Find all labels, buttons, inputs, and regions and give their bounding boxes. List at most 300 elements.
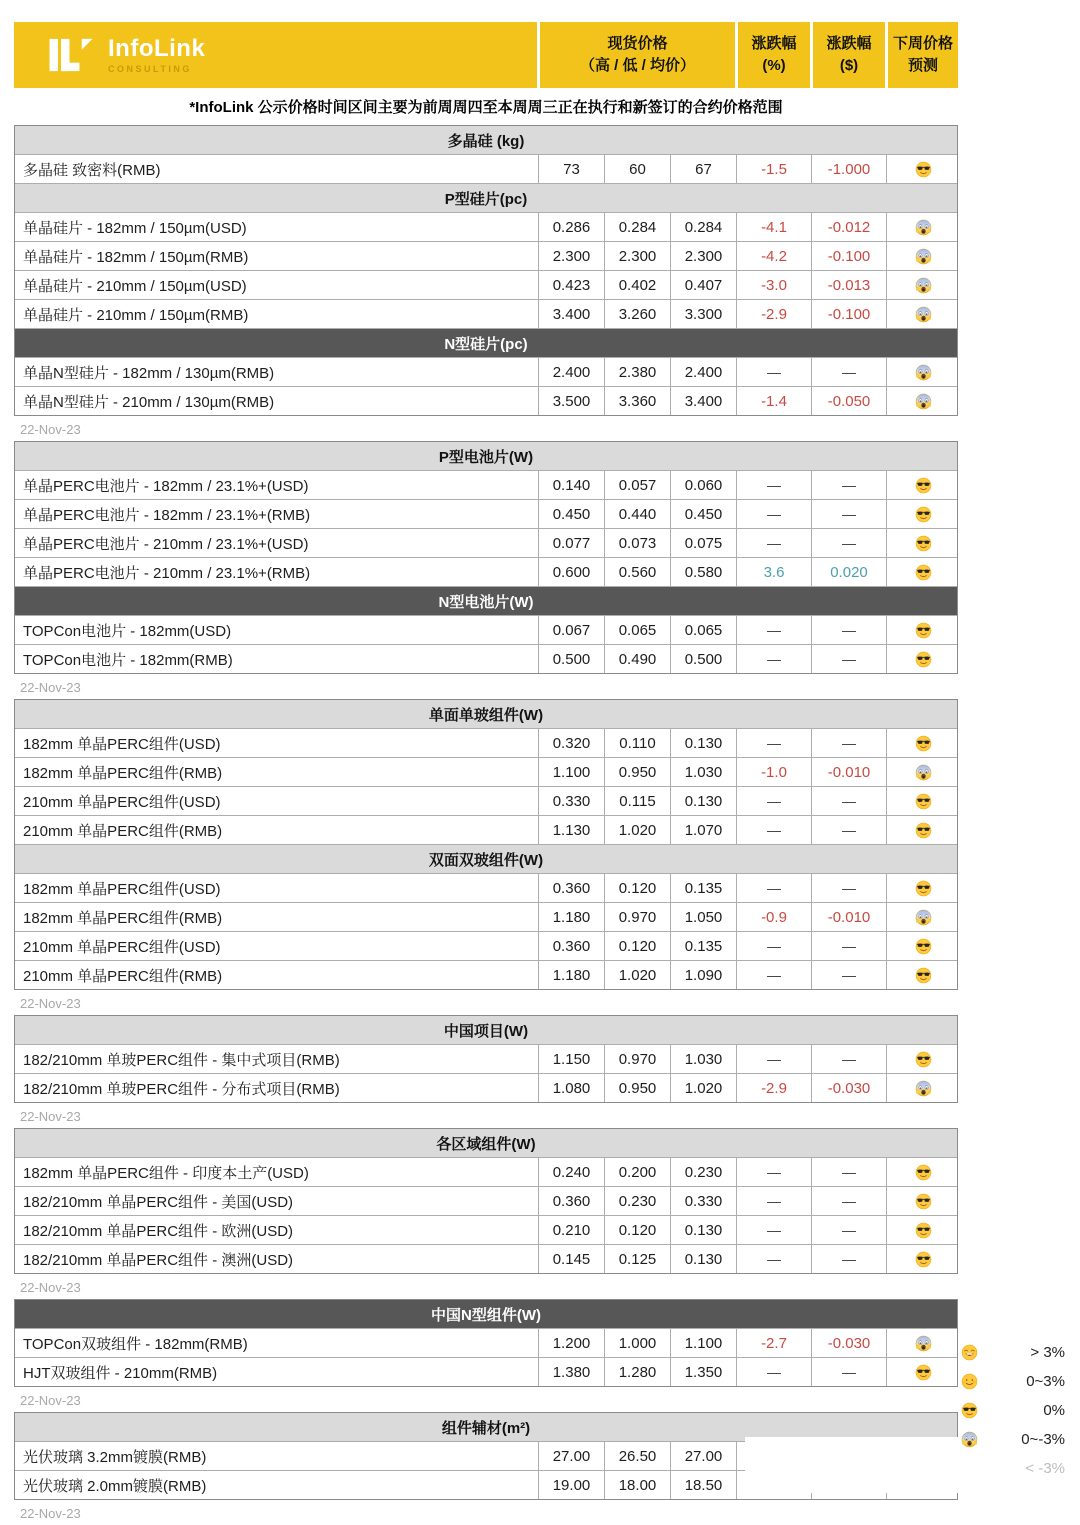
sunglasses-emoji-icon	[915, 622, 932, 639]
price-high: 0.067	[538, 616, 604, 644]
change-abs: —	[811, 1045, 886, 1073]
table-row	[15, 757, 957, 786]
item-label: TOPCon双玻组件 - 182mm(RMB)	[23, 1335, 248, 1353]
forecast-cell	[886, 645, 959, 673]
item-label: 210mm 单晶PERC组件(USD)	[23, 938, 221, 956]
change-abs: —	[811, 471, 886, 499]
price-low: 60	[604, 155, 670, 183]
forecast-cell	[886, 1245, 959, 1273]
price-avg: 0.130	[670, 1216, 736, 1244]
date-label: 22-Nov-23	[20, 1506, 81, 1521]
price-low: 0.120	[604, 1216, 670, 1244]
table-row	[15, 615, 957, 644]
item-label: 单晶PERC电池片 - 182mm / 23.1%+(RMB)	[23, 506, 311, 524]
scream-emoji-icon	[915, 1335, 932, 1352]
change-pct: —	[736, 1358, 811, 1386]
change-pct: -2.9	[736, 1074, 811, 1102]
price-low: 0.120	[604, 932, 670, 960]
table-row	[15, 357, 957, 386]
change-pct: -4.1	[736, 213, 811, 241]
price-low: 0.057	[604, 471, 670, 499]
col-forecast	[888, 22, 958, 88]
table-row	[15, 873, 957, 902]
scream-emoji-icon	[915, 364, 932, 381]
forecast-cell	[886, 874, 959, 902]
item-label: 182mm 单晶PERC组件(RMB)	[23, 909, 223, 927]
change-pct: -3.0	[736, 271, 811, 299]
sunglasses-emoji-icon	[915, 477, 932, 494]
scream-emoji-icon	[915, 909, 932, 926]
col-forecast-title: 下周价格	[892, 35, 953, 53]
item-label: 182mm 单晶PERC组件 - 印度本土产(USD)	[23, 1164, 309, 1182]
price-high: 0.600	[538, 558, 604, 586]
price-avg: 1.020	[670, 1074, 736, 1102]
legend-label: > 3%	[1030, 1344, 1065, 1361]
price-low: 0.230	[604, 1187, 670, 1215]
forecast-cell	[886, 1158, 959, 1186]
section-header: N型硅片(pc)	[15, 328, 957, 357]
price-low: 0.065	[604, 616, 670, 644]
forecast-cell	[886, 271, 959, 299]
price-low: 0.200	[604, 1158, 670, 1186]
change-abs: -1.000	[811, 155, 886, 183]
price-table	[14, 1015, 958, 1103]
price-avg: 0.075	[670, 529, 736, 557]
change-pct: -2.7	[736, 1329, 811, 1357]
forecast-cell	[886, 758, 959, 786]
change-abs: -0.100	[811, 242, 886, 270]
price-table	[14, 125, 958, 416]
scream-emoji-icon	[915, 219, 932, 236]
item-label: 182mm 单晶PERC组件(RMB)	[23, 764, 223, 782]
price-avg: 3.400	[670, 387, 736, 415]
price-sheet	[14, 22, 958, 1525]
price-high: 0.500	[538, 645, 604, 673]
table-row	[15, 1044, 957, 1073]
change-pct: —	[736, 529, 811, 557]
sunglasses-emoji-icon	[915, 793, 932, 810]
price-avg: 27.00	[670, 1442, 736, 1470]
col-change-pct	[738, 22, 810, 88]
forecast-cell	[886, 155, 959, 183]
table-row	[15, 931, 957, 960]
change-abs: —	[811, 1358, 886, 1386]
price-low: 26.50	[604, 1442, 670, 1470]
col-spot-price-title: 现货价格	[607, 35, 668, 53]
price-high: 1.080	[538, 1074, 604, 1102]
scream-emoji-icon	[915, 306, 932, 323]
price-avg: 0.284	[670, 213, 736, 241]
item-label: 182/210mm 单晶PERC组件 - 欧洲(USD)	[23, 1222, 294, 1240]
sunglasses-emoji-icon	[915, 1222, 932, 1239]
price-high: 0.450	[538, 500, 604, 528]
item-label: 光伏玻璃 3.2mm镀膜(RMB)	[23, 1448, 207, 1466]
change-pct: —	[736, 961, 811, 989]
table-row	[15, 1073, 957, 1102]
sunglasses-emoji-icon	[915, 1251, 932, 1268]
sunglasses-emoji-icon	[915, 1193, 932, 1210]
change-pct: —	[736, 1158, 811, 1186]
table-row	[15, 557, 957, 586]
change-abs: —	[811, 1187, 886, 1215]
logo-cell	[14, 22, 537, 88]
price-high: 3.400	[538, 300, 604, 328]
sunglasses-emoji-icon	[915, 1164, 932, 1181]
sunglasses-emoji-icon	[915, 967, 932, 984]
price-low: 0.970	[604, 1045, 670, 1073]
item-label: TOPCon电池片 - 182mm(RMB)	[23, 651, 233, 669]
price-avg: 0.330	[670, 1187, 736, 1215]
price-avg: 1.030	[670, 1045, 736, 1073]
forecast-cell	[886, 1329, 959, 1357]
change-abs: -0.030	[811, 1329, 886, 1357]
table-row	[15, 786, 957, 815]
price-avg: 0.407	[670, 271, 736, 299]
price-high: 0.330	[538, 787, 604, 815]
change-abs: —	[811, 500, 886, 528]
price-high: 3.500	[538, 387, 604, 415]
price-block	[14, 441, 958, 699]
change-pct: —	[736, 1245, 811, 1273]
price-avg: 0.130	[670, 729, 736, 757]
legend-row	[961, 1454, 1065, 1483]
scream-emoji-icon	[915, 764, 932, 781]
legend-row	[961, 1367, 1065, 1396]
change-abs: -0.010	[811, 903, 886, 931]
sunglasses-emoji-icon	[915, 535, 932, 552]
change-pct: —	[736, 1045, 811, 1073]
note-row: *InfoLink 公示价格时间区间主要为前周周四至本周周三正在执行和新签订的合约价格范围	[189, 99, 783, 116]
change-pct: -1.0	[736, 758, 811, 786]
legend-label: 0%	[1043, 1402, 1065, 1419]
price-low: 0.284	[604, 213, 670, 241]
item-label: 单晶硅片 - 210mm / 150µm(RMB)	[23, 306, 249, 324]
price-low: 0.560	[604, 558, 670, 586]
legend-row	[961, 1396, 1065, 1425]
price-avg: 1.050	[670, 903, 736, 931]
change-abs: —	[811, 529, 886, 557]
price-avg: 0.500	[670, 645, 736, 673]
grin-emoji-icon	[961, 1344, 978, 1361]
item-label: 单晶硅片 - 182mm / 150µm(RMB)	[23, 248, 249, 266]
change-pct: -2.9	[736, 300, 811, 328]
price-block	[14, 125, 958, 441]
price-high: 27.00	[538, 1442, 604, 1470]
section-header: 中国项目(W)	[15, 1016, 957, 1044]
table-row	[15, 902, 957, 931]
item-label: 210mm 单晶PERC组件(RMB)	[23, 822, 223, 840]
item-label: 单晶N型硅片 - 182mm / 130µm(RMB)	[23, 364, 275, 382]
change-pct: —	[736, 500, 811, 528]
item-label: 182mm 单晶PERC组件(USD)	[23, 880, 221, 898]
item-label: 单晶硅片 - 210mm / 150µm(USD)	[23, 277, 247, 295]
change-abs: 0.020	[811, 558, 886, 586]
price-high: 0.360	[538, 1187, 604, 1215]
scream-emoji-icon	[915, 393, 932, 410]
price-block	[14, 699, 958, 1015]
scream-emoji-icon	[915, 1080, 932, 1097]
price-table	[14, 441, 958, 674]
change-abs: -0.013	[811, 271, 886, 299]
blocks	[14, 125, 958, 1525]
price-high: 0.286	[538, 213, 604, 241]
price-avg: 0.580	[670, 558, 736, 586]
price-avg: 0.450	[670, 500, 736, 528]
price-low: 0.490	[604, 645, 670, 673]
change-pct: -4.2	[736, 242, 811, 270]
forecast-cell	[886, 961, 959, 989]
price-high: 19.00	[538, 1471, 604, 1499]
price-low: 0.115	[604, 787, 670, 815]
change-abs: —	[811, 787, 886, 815]
brand-subtitle: CONSULTING	[108, 63, 192, 74]
change-abs: —	[811, 1158, 886, 1186]
price-low: 1.000	[604, 1329, 670, 1357]
item-label: TOPCon电池片 - 182mm(USD)	[23, 622, 232, 640]
change-pct: —	[736, 874, 811, 902]
forecast-cell	[886, 387, 959, 415]
price-avg: 2.400	[670, 358, 736, 386]
price-low: 0.970	[604, 903, 670, 931]
brand-name: InfoLink	[108, 34, 206, 62]
change-abs: —	[811, 616, 886, 644]
change-pct: 3.6	[736, 558, 811, 586]
sunglasses-emoji-icon	[915, 506, 932, 523]
forecast-cell	[886, 1074, 959, 1102]
forecast-cell	[886, 903, 959, 931]
forecast-cell	[886, 242, 959, 270]
change-pct: —	[736, 645, 811, 673]
date-label: 22-Nov-23	[20, 996, 81, 1011]
forecast-cell	[886, 213, 959, 241]
price-high: 0.423	[538, 271, 604, 299]
col-change-pct-title: 涨跌幅	[751, 35, 797, 53]
change-pct: -1.4	[736, 387, 811, 415]
price-high: 1.180	[538, 903, 604, 931]
date-label: 22-Nov-23	[20, 422, 81, 437]
date-label: 22-Nov-23	[20, 1109, 81, 1124]
item-label: 单晶N型硅片 - 210mm / 130µm(RMB)	[23, 393, 275, 411]
item-label: 光伏玻璃 2.0mm镀膜(RMB)	[23, 1477, 207, 1495]
sunglasses-emoji-icon	[915, 651, 932, 668]
price-high: 0.210	[538, 1216, 604, 1244]
change-abs: —	[811, 874, 886, 902]
date-label: 22-Nov-23	[20, 680, 81, 695]
table-row	[15, 1157, 957, 1186]
table-row	[15, 470, 957, 499]
price-block	[14, 1299, 958, 1412]
price-avg: 0.230	[670, 1158, 736, 1186]
price-avg: 0.130	[670, 787, 736, 815]
change-pct: —	[736, 932, 811, 960]
price-avg: 1.100	[670, 1329, 736, 1357]
price-low: 1.020	[604, 961, 670, 989]
item-label: 182/210mm 单玻PERC组件 - 集中式项目(RMB)	[23, 1051, 340, 1069]
change-abs: —	[811, 932, 886, 960]
forecast-cell	[886, 787, 959, 815]
price-high: 0.360	[538, 874, 604, 902]
price-avg: 0.060	[670, 471, 736, 499]
forecast-legend	[961, 1338, 1065, 1483]
price-table	[14, 699, 958, 990]
sunglasses-emoji-icon	[915, 564, 932, 581]
legend-label: 0~-3%	[1021, 1431, 1065, 1448]
forecast-cell	[886, 1216, 959, 1244]
section-header: N型电池片(W)	[15, 586, 957, 615]
forecast-cell	[886, 1045, 959, 1073]
price-table	[14, 1128, 958, 1274]
forecast-cell	[886, 358, 959, 386]
sunglasses-emoji-icon	[915, 1051, 932, 1068]
forecast-cell	[886, 500, 959, 528]
forecast-cell	[886, 816, 959, 844]
price-low: 1.280	[604, 1358, 670, 1386]
sunglasses-emoji-icon	[915, 938, 932, 955]
table-row	[15, 1244, 957, 1273]
price-low: 0.120	[604, 874, 670, 902]
section-header: 中国N型组件(W)	[15, 1300, 957, 1328]
price-avg: 0.135	[670, 932, 736, 960]
change-pct: —	[736, 616, 811, 644]
item-label: 182/210mm 单玻PERC组件 - 分布式项目(RMB)	[23, 1080, 340, 1098]
price-high: 1.200	[538, 1329, 604, 1357]
item-label: 单晶PERC电池片 - 210mm / 23.1%+(RMB)	[23, 564, 311, 582]
change-pct: —	[736, 1187, 811, 1215]
legend-row	[961, 1425, 1065, 1454]
price-low: 3.360	[604, 387, 670, 415]
price-avg: 0.130	[670, 1245, 736, 1273]
price-high: 1.150	[538, 1045, 604, 1073]
price-high: 73	[538, 155, 604, 183]
logo-text	[108, 34, 206, 74]
legend-row	[961, 1338, 1065, 1367]
forecast-cell	[886, 300, 959, 328]
price-high: 1.130	[538, 816, 604, 844]
item-label: 单晶硅片 - 182mm / 150µm(USD)	[23, 219, 247, 237]
price-block	[14, 1128, 958, 1299]
table-header	[14, 22, 958, 88]
item-label: HJT双玻组件 - 210mm(RMB)	[23, 1364, 218, 1382]
date-label: 22-Nov-23	[20, 1280, 81, 1295]
item-label: 多晶硅 致密料(RMB)	[23, 161, 161, 179]
change-abs: -0.100	[811, 300, 886, 328]
table-row	[15, 644, 957, 673]
price-high: 0.140	[538, 471, 604, 499]
price-avg: 1.090	[670, 961, 736, 989]
change-pct: —	[736, 1216, 811, 1244]
change-pct: —	[736, 358, 811, 386]
change-abs: -0.010	[811, 758, 886, 786]
table-row	[15, 528, 957, 557]
smile-emoji-icon	[961, 1373, 978, 1390]
price-low: 0.950	[604, 1074, 670, 1102]
change-abs: —	[811, 1245, 886, 1273]
sunglasses-emoji-icon	[915, 822, 932, 839]
infolink-logo-icon	[48, 33, 94, 77]
change-abs: —	[811, 358, 886, 386]
watermark-mask	[745, 1437, 960, 1493]
change-abs: -0.030	[811, 1074, 886, 1102]
sunglasses-emoji-icon	[915, 880, 932, 897]
col-change-pct-unit: (%)	[762, 57, 786, 74]
section-header: 组件辅材(m²)	[15, 1413, 957, 1441]
price-low: 2.300	[604, 242, 670, 270]
price-avg: 0.065	[670, 616, 736, 644]
section-header: 多晶硅 (kg)	[15, 126, 957, 154]
change-abs: —	[811, 729, 886, 757]
item-label: 单晶PERC电池片 - 182mm / 23.1%+(USD)	[23, 477, 309, 495]
section-header: 各区域组件(W)	[15, 1129, 957, 1157]
table-row	[15, 1215, 957, 1244]
table-row	[15, 241, 957, 270]
price-low: 3.260	[604, 300, 670, 328]
sunglasses-emoji-icon	[915, 161, 932, 178]
table-row	[15, 154, 957, 183]
change-pct: —	[736, 816, 811, 844]
price-avg: 18.50	[670, 1471, 736, 1499]
sunglasses-emoji-icon	[961, 1402, 978, 1419]
forecast-cell	[886, 529, 959, 557]
price-high: 0.145	[538, 1245, 604, 1273]
table-row	[15, 499, 957, 528]
forecast-cell	[886, 616, 959, 644]
col-spot-price-sub: （高 / 低 / 均价）	[579, 57, 695, 74]
price-low: 0.402	[604, 271, 670, 299]
table-row	[15, 386, 957, 415]
sunglasses-emoji-icon	[915, 735, 932, 752]
scream-emoji-icon	[915, 248, 932, 265]
price-low: 0.125	[604, 1245, 670, 1273]
price-low: 0.073	[604, 529, 670, 557]
price-low: 18.00	[604, 1471, 670, 1499]
item-label: 182/210mm 单晶PERC组件 - 澳洲(USD)	[23, 1251, 294, 1269]
forecast-cell	[886, 1187, 959, 1215]
change-pct: -0.9	[736, 903, 811, 931]
price-high: 1.180	[538, 961, 604, 989]
item-label: 210mm 单晶PERC组件(USD)	[23, 793, 221, 811]
item-label: 单晶PERC电池片 - 210mm / 23.1%+(USD)	[23, 535, 309, 553]
forecast-cell	[886, 932, 959, 960]
item-label: 182mm 单晶PERC组件(USD)	[23, 735, 221, 753]
section-header: P型硅片(pc)	[15, 183, 957, 212]
price-high: 0.360	[538, 932, 604, 960]
price-high: 1.380	[538, 1358, 604, 1386]
section-header: P型电池片(W)	[15, 442, 957, 470]
change-abs: —	[811, 1216, 886, 1244]
col-change-abs	[813, 22, 885, 88]
table-row	[15, 728, 957, 757]
table-row	[15, 299, 957, 328]
date-label: 22-Nov-23	[20, 1393, 81, 1408]
col-spot-price	[540, 22, 735, 88]
price-low: 1.020	[604, 816, 670, 844]
forecast-cell	[886, 471, 959, 499]
table-row	[15, 212, 957, 241]
table-row	[15, 1357, 957, 1386]
table-row	[15, 815, 957, 844]
col-forecast-sub: 预测	[907, 57, 938, 74]
change-abs: —	[811, 961, 886, 989]
col-change-abs-title: 涨跌幅	[826, 35, 872, 53]
section-header: 双面双玻组件(W)	[15, 844, 957, 873]
legend-label: < -3%	[1025, 1460, 1065, 1477]
price-avg: 2.300	[670, 242, 736, 270]
price-avg: 0.135	[670, 874, 736, 902]
price-block	[14, 1015, 958, 1128]
price-avg: 1.070	[670, 816, 736, 844]
price-low: 0.110	[604, 729, 670, 757]
forecast-cell	[886, 729, 959, 757]
